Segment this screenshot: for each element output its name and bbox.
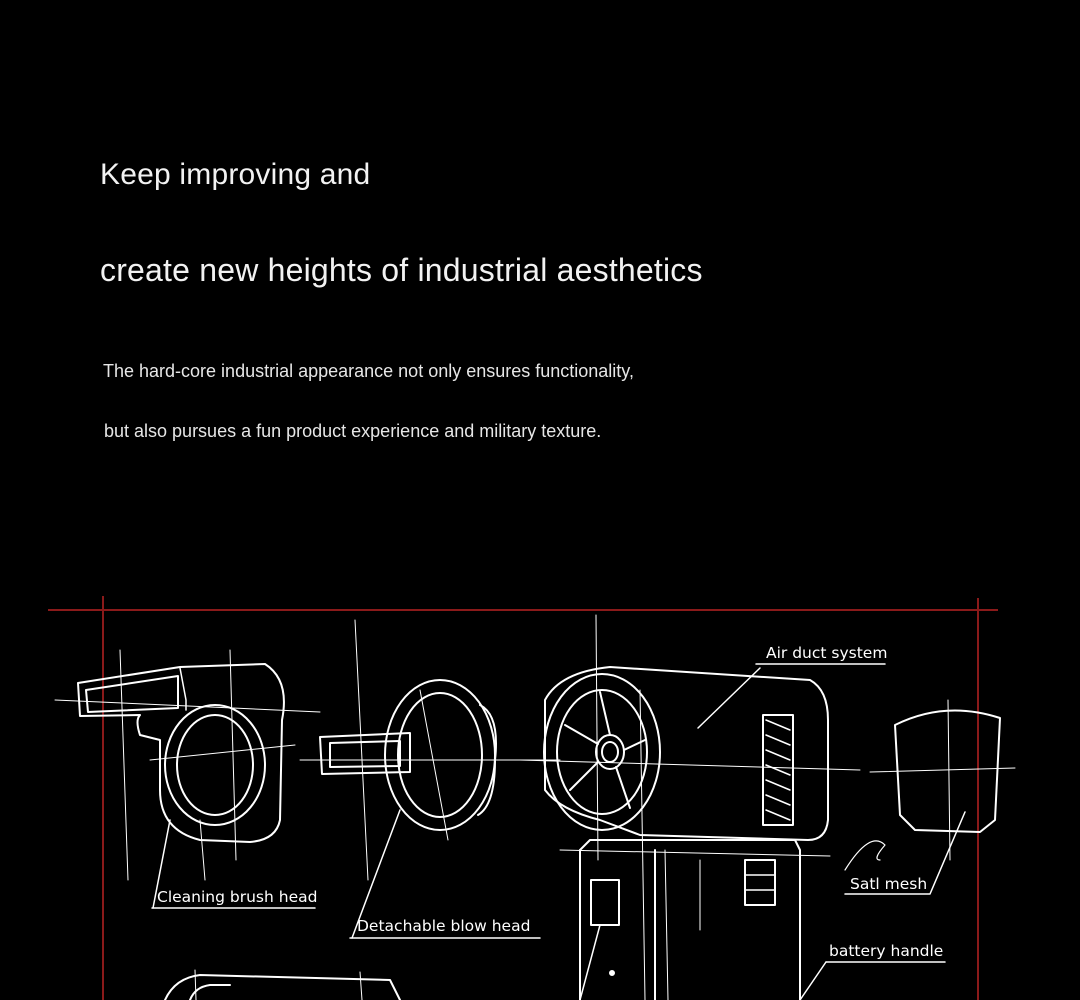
brush-head-sketch (55, 650, 320, 880)
bottom-sketch (165, 970, 400, 1000)
blow-head-sketch (300, 620, 560, 880)
mesh-label: Satl mesh (850, 875, 928, 893)
air-duct-label: Air duct system (766, 644, 888, 662)
brush-head-label: Cleaning brush head (157, 888, 318, 906)
description-line-1: The hard-core industrial appearance not only ensures functionality, (103, 361, 634, 381)
battery-handle-label: battery handle (829, 942, 944, 960)
blow-head-label: Detachable blow head (357, 917, 531, 935)
mesh-sketch (870, 700, 1015, 860)
description-line-2: but also pursues a fun product experience and military texture. (104, 421, 602, 441)
headline-line-2: create new heights of industrial aesthetics (100, 252, 703, 288)
headline-line-1: Keep improving and (100, 158, 371, 191)
main-body-sketch (520, 615, 860, 1000)
